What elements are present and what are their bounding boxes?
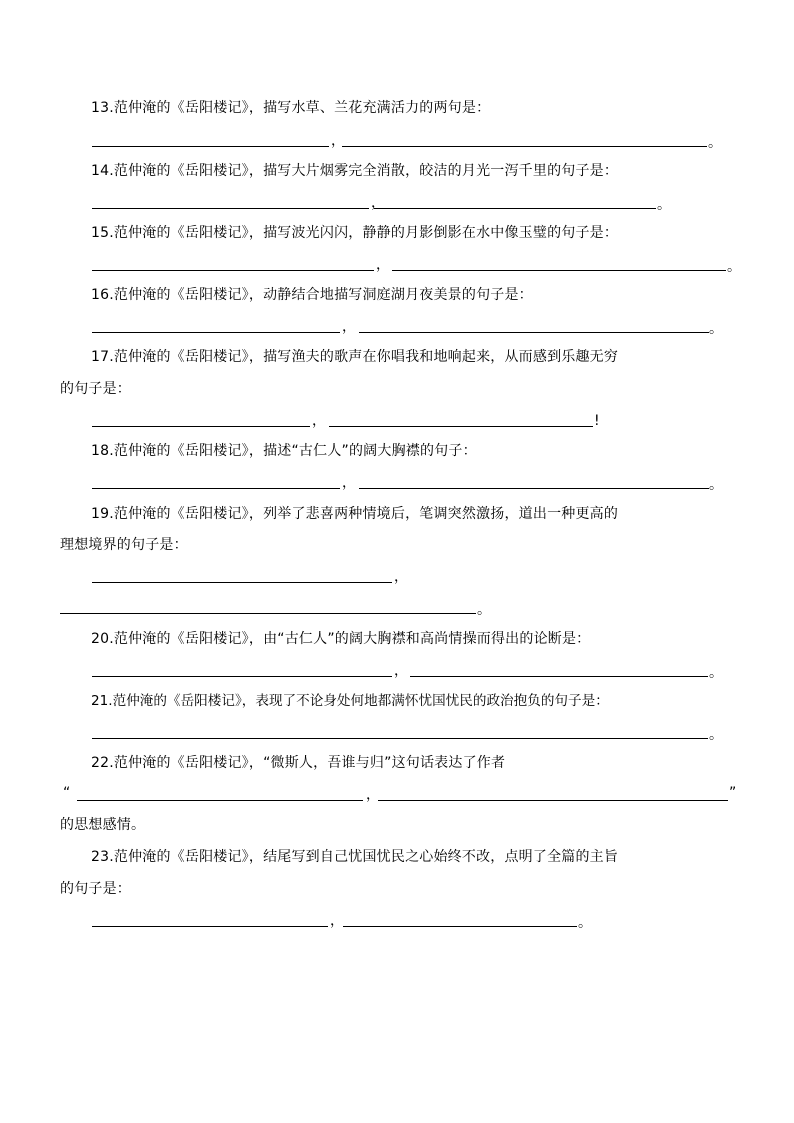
question-text: 范仲淹的《岳阳楼记》，“微斯人，吾谁与归”这句话表达了作者 xyxy=(113,755,506,771)
question-number: 22. xyxy=(91,755,114,771)
question-17 xyxy=(91,348,618,366)
question-text: 范仲淹的《岳阳楼记》，描写波光闪闪，静静的月影倒影在水中像玉璧的句子是： xyxy=(113,225,619,241)
question-20 xyxy=(91,630,590,648)
answer-blank[interactable] xyxy=(392,270,726,271)
question-13 xyxy=(91,99,490,117)
comma: ， xyxy=(394,569,408,585)
question-text: 范仲淹的《岳阳楼记》，描述“古仁人”的阔大胸襟的句子： xyxy=(113,443,477,459)
period: 。 xyxy=(709,665,723,681)
answer-blank[interactable] xyxy=(92,926,328,927)
answer-blank[interactable] xyxy=(378,800,728,801)
comma: ， xyxy=(371,195,385,211)
answer-blank[interactable] xyxy=(92,332,340,333)
period: 。 xyxy=(657,197,671,213)
question-text: 范仲淹的《岳阳楼记》，由“古仁人”的阔大胸襟和高尚情操而得出的论断是： xyxy=(113,631,591,647)
answer-blank[interactable] xyxy=(374,208,656,209)
period: 。 xyxy=(727,259,741,275)
question-text: 范仲淹的《岳阳楼记》，表现了不论身处何地都满怀忧国忧民的政治抱负的句子是： xyxy=(112,693,609,709)
exclamation: ! xyxy=(594,413,600,429)
comma: ， xyxy=(331,133,345,149)
close-quote: ” xyxy=(729,785,737,801)
question-text: 的句子是： xyxy=(60,381,131,397)
open-quote: “ xyxy=(63,785,71,801)
question-22 xyxy=(91,754,505,772)
comma: ， xyxy=(342,319,356,335)
answer-blank[interactable] xyxy=(359,332,709,333)
question-19-continued xyxy=(60,536,188,554)
question-number: 15. xyxy=(91,225,114,241)
question-16 xyxy=(91,286,533,304)
answer-blank[interactable] xyxy=(359,488,709,489)
question-23-continued xyxy=(60,880,131,898)
question-17-continued xyxy=(60,380,131,398)
question-text: 范仲淹的《岳阳楼记》，列举了悲喜两种情境后，笔调突然激扬，道出一种更高的 xyxy=(113,506,619,522)
question-text: 范仲淹的《岳阳楼记》，描写大片烟雾完全消散，皎洁的月光一泻千里的句子是： xyxy=(113,163,619,179)
question-21 xyxy=(91,692,609,710)
question-14 xyxy=(91,162,618,180)
comma: ， xyxy=(330,913,344,929)
answer-blank[interactable] xyxy=(343,926,577,927)
period: 。 xyxy=(477,602,491,618)
question-19 xyxy=(91,505,618,523)
question-number: 18. xyxy=(91,443,114,459)
answer-blank[interactable] xyxy=(77,800,363,801)
comma: ， xyxy=(342,475,356,491)
period: 。 xyxy=(709,727,723,743)
question-23 xyxy=(91,848,618,866)
question-text: 的句子是： xyxy=(60,881,131,897)
question-text: 范仲淹的《岳阳楼记》，动静结合地描写洞庭湖月夜美景的句子是： xyxy=(113,287,533,303)
answer-blank[interactable] xyxy=(92,146,329,147)
answer-blank[interactable] xyxy=(92,208,369,209)
answer-blank[interactable] xyxy=(60,613,476,614)
period: 。 xyxy=(708,135,722,151)
answer-blank[interactable] xyxy=(410,676,708,677)
answer-blank[interactable] xyxy=(92,738,708,739)
question-18 xyxy=(91,442,477,460)
question-number: 17. xyxy=(91,349,114,365)
comma: ， xyxy=(394,663,408,679)
answer-blank[interactable] xyxy=(342,146,707,147)
period: 。 xyxy=(709,477,723,493)
question-number: 16. xyxy=(91,287,114,303)
question-text: 范仲淹的《岳阳楼记》，结尾写到自己忧国忧民之心始终不改，点明了全篇的主旨 xyxy=(113,849,619,865)
comma: ， xyxy=(366,787,380,803)
question-number: 14. xyxy=(91,163,114,179)
question-22-continued xyxy=(60,816,145,834)
question-text: 的思想感情。 xyxy=(60,817,146,833)
answer-blank[interactable] xyxy=(92,582,392,583)
period: 。 xyxy=(709,321,723,337)
question-number: 13. xyxy=(91,100,114,116)
comma: ， xyxy=(376,257,390,273)
answer-blank[interactable] xyxy=(92,676,392,677)
period: 。 xyxy=(578,915,592,931)
question-15 xyxy=(91,224,618,242)
comma: ， xyxy=(312,413,326,429)
answer-blank[interactable] xyxy=(329,426,593,427)
question-number: 19. xyxy=(91,506,114,522)
question-text: 范仲淹的《岳阳楼记》，描写水草、兰花充满活力的两句是： xyxy=(113,100,491,116)
question-number: 23. xyxy=(91,849,114,865)
question-text: 理想境界的句子是： xyxy=(60,537,188,553)
answer-blank[interactable] xyxy=(92,488,340,489)
answer-blank[interactable] xyxy=(92,270,374,271)
question-text: 范仲淹的《岳阳楼记》，描写渔夫的歌声在你唱我和地响起来，从而感到乐趣无穷 xyxy=(113,349,619,365)
answer-blank[interactable] xyxy=(92,426,310,427)
question-number: 20. xyxy=(91,631,114,647)
question-number: 21. xyxy=(91,693,113,709)
